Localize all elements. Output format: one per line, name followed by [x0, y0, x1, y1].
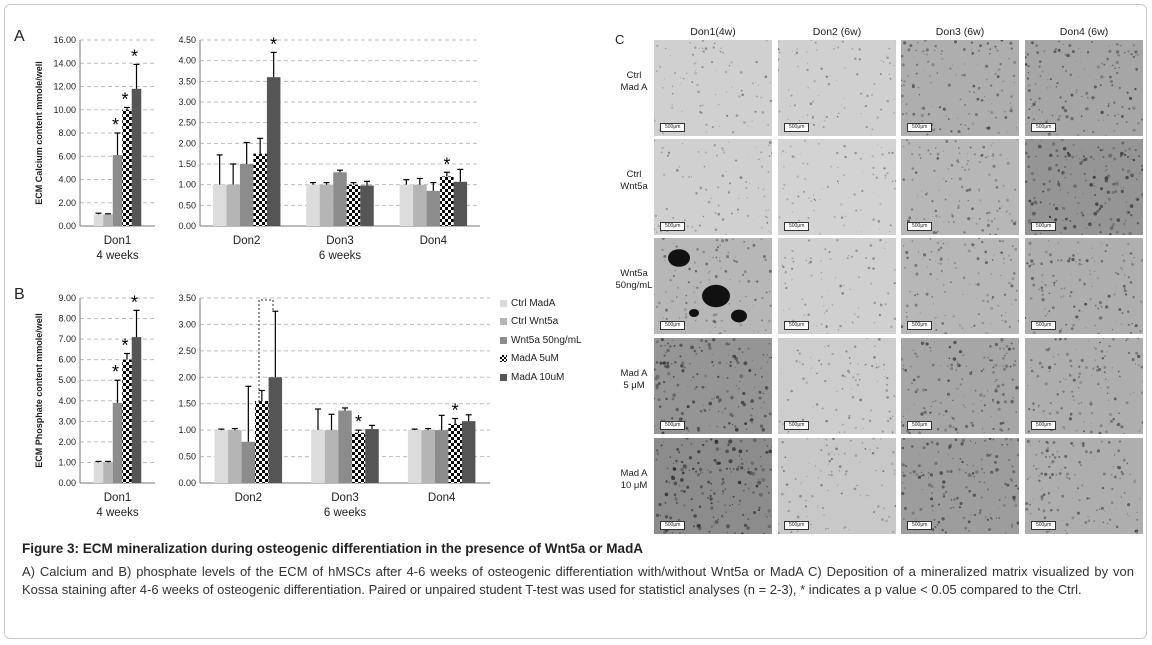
calcium-chart-don1: [30, 30, 160, 270]
figure-title: Figure 3: ECM mineralization during osteogenic differentiation in the presence of Wnt5a or MadA: [22, 541, 644, 556]
scale-bar: 500μm: [907, 222, 932, 231]
micrograph-column-header: Don3 (6w): [935, 26, 985, 38]
group-sublabel: 6 weeks: [318, 250, 362, 262]
figure-caption: A) Calcium and B) phosphate levels of the ECM of hMSCs after 4-6 weeks of osteogenic differentiation with/without Wnt5a or MadA C) Deposition of a mineralized matrix visualized by von Kossa staining after 4-6 weeks of osteogenic differentiation. Paired or unpaired student T-test was used for statisticl analyses (n = 2-3), * indicates a p value < 0.05 compared to the Ctrl.: [22, 564, 1134, 597]
legend-item: [500, 313, 582, 332]
bar: [320, 185, 334, 226]
y-tick-label: 4.00: [58, 395, 76, 406]
scale-bar: 500μm: [907, 321, 932, 330]
scale-bar: 500μm: [907, 421, 932, 430]
bar: [400, 185, 414, 226]
bar: [352, 433, 366, 483]
row-header-line: 10 μM: [620, 480, 648, 491]
micrograph-texture: [654, 238, 772, 334]
legend-label: Ctrl MadA: [511, 297, 556, 309]
bar: [132, 337, 142, 483]
micrograph-image: [778, 238, 896, 334]
micrograph-image: [1025, 438, 1143, 534]
y-tick-label: 0.50: [178, 200, 196, 211]
scale-bar: 500μm: [1031, 421, 1056, 430]
significance-star: *: [111, 115, 120, 135]
bar: [226, 185, 240, 226]
y-tick-label: 3.00: [58, 416, 76, 427]
micrograph-texture: [778, 238, 896, 334]
micrograph-texture: [1025, 238, 1143, 334]
bar: [365, 429, 379, 483]
bar: [103, 462, 113, 483]
bar: [360, 185, 374, 226]
bar: [113, 403, 123, 483]
y-tick-label: 4.00: [178, 55, 196, 66]
legend-label: Wnt5a 50ng/mL: [511, 334, 582, 346]
category-label: Don4: [427, 492, 456, 504]
micrograph-image: [901, 338, 1019, 434]
legend-swatch: [500, 300, 507, 307]
y-tick-label: 6.00: [58, 151, 76, 162]
scale-bar: 500μm: [784, 123, 809, 132]
scale-bar: 500μm: [1031, 222, 1056, 231]
y-tick-label: 6.00: [58, 354, 76, 365]
y-tick-label: 0.00: [178, 478, 196, 488]
scale-bar: 500μm: [660, 321, 685, 330]
category-sublabel: 4 weeks: [96, 250, 139, 262]
bar: [240, 164, 254, 226]
bar: [435, 430, 449, 483]
category-label: Don4: [419, 235, 448, 247]
row-header-line: Mad A: [620, 368, 648, 379]
micrograph-row-header: [612, 368, 656, 392]
micrograph-texture: [1025, 338, 1143, 434]
scale-bar: 500μm: [660, 421, 685, 430]
y-tick-label: 2.00: [58, 436, 76, 447]
bar: [215, 430, 229, 483]
legend-label: MadA 5uM: [511, 353, 559, 365]
row-header-line: 5 μM: [623, 380, 645, 391]
y-tick-label: 0.50: [178, 451, 196, 462]
bar: [213, 185, 227, 226]
micrograph-image: [654, 438, 772, 534]
y-tick-label: 9.00: [58, 293, 76, 303]
micrograph-grid: [612, 18, 1147, 538]
calcium-chart-don2-4: [160, 30, 490, 270]
micrograph-column-header: Don2 (6w): [812, 26, 862, 38]
legend-swatch: [500, 374, 507, 381]
category-label: Don3: [331, 492, 359, 504]
significance-star: *: [111, 362, 120, 383]
panel-label-c: C: [615, 32, 625, 47]
significance-star: *: [270, 34, 278, 55]
phosphate-chart-don1: [30, 290, 160, 520]
group-sublabel: 6 weeks: [323, 507, 367, 519]
legend-label: Ctrl Wnt5a: [511, 316, 559, 328]
micrograph-image: [901, 139, 1019, 235]
panel-label-b: B: [14, 286, 25, 303]
row-header-line: Ctrl: [626, 70, 642, 81]
micrograph-texture: [901, 238, 1019, 334]
y-tick-label: 3.00: [178, 97, 196, 107]
micrograph-column-header: Don1(4w): [690, 26, 736, 38]
y-tick-label: 4.50: [178, 35, 196, 45]
micrograph-texture: [901, 40, 1019, 136]
scale-bar: 500μm: [1031, 123, 1056, 132]
scale-bar: 500μm: [784, 222, 809, 231]
row-header-line: Wnt5a: [620, 268, 648, 279]
y-tick-label: 2.00: [58, 197, 76, 208]
row-header-line: Mad A: [620, 468, 648, 479]
y-tick-label: 3.00: [178, 319, 196, 330]
bar: [113, 155, 123, 226]
y-tick-label: 2.50: [178, 345, 196, 356]
bar: [228, 430, 242, 483]
scale-bar: 500μm: [784, 521, 809, 530]
significance-star: *: [451, 400, 459, 421]
category-label: Don2: [234, 492, 263, 504]
significance-star: *: [130, 46, 139, 67]
scale-bar: 500μm: [1031, 521, 1056, 530]
legend-label: MadA 10uM: [511, 371, 565, 383]
significance-star: *: [354, 412, 363, 433]
y-tick-label: 1.00: [178, 425, 196, 436]
micrograph-texture: [654, 40, 772, 136]
micrograph-image: [1025, 40, 1143, 136]
bar: [122, 110, 132, 226]
bar: [94, 214, 104, 226]
micrograph-image: [901, 438, 1019, 534]
bar: [448, 424, 462, 483]
y-tick-label: 8.00: [58, 313, 76, 324]
bar: [122, 360, 132, 483]
legend-item: [500, 350, 582, 369]
y-tick-label: 7.00: [58, 334, 76, 345]
row-header-line: Mad A: [620, 82, 648, 93]
micrograph-row-header: [612, 169, 656, 193]
bar: [421, 430, 435, 483]
category-label: Don2: [232, 235, 261, 247]
bar: [94, 462, 104, 483]
y-tick-label: 0.00: [58, 478, 76, 488]
micrograph-texture: [1025, 40, 1143, 136]
bar: [333, 172, 347, 226]
panel-label-a: A: [14, 28, 25, 45]
legend-swatch: [500, 318, 507, 325]
micrograph-image: [778, 338, 896, 434]
bar: [325, 430, 339, 483]
bar: [267, 77, 281, 226]
phosphate-chart-don2-4: [160, 290, 500, 520]
micrograph-image: [778, 40, 896, 136]
category-sublabel: 4 weeks: [96, 507, 139, 519]
bar: [454, 182, 468, 226]
y-tick-label: 1.00: [178, 179, 196, 190]
legend-item: [500, 368, 582, 387]
micrograph-texture: [1025, 438, 1143, 534]
significance-star: *: [121, 335, 129, 356]
micrograph-image: [1025, 238, 1143, 334]
micrograph-column-header: Don4 (6w): [1059, 26, 1109, 38]
scale-bar: 500μm: [660, 222, 685, 231]
scale-bar: 500μm: [907, 123, 932, 132]
micrograph-image: [654, 338, 772, 434]
bar: [306, 185, 320, 226]
y-tick-label: 0.00: [58, 221, 76, 231]
legend: [500, 294, 582, 387]
legend-swatch: [500, 355, 507, 362]
micrograph-image: [778, 438, 896, 534]
y-tick-label: 2.00: [178, 138, 196, 149]
legend-item: [500, 294, 582, 313]
significance-star: *: [443, 154, 451, 175]
y-tick-label: 8.00: [58, 128, 76, 138]
bar: [269, 377, 283, 483]
micrograph-texture: [1025, 139, 1143, 235]
micrograph-image: [1025, 139, 1143, 235]
bar: [311, 430, 325, 483]
micrograph-image: [901, 238, 1019, 334]
y-axis-title: ECM Calcium content mmole/well: [34, 61, 44, 205]
row-header-line: Ctrl: [626, 169, 642, 180]
scale-bar: 500μm: [784, 421, 809, 430]
micrograph-image: [654, 40, 772, 136]
bar: [242, 442, 256, 483]
y-tick-label: 1.00: [58, 457, 76, 468]
y-tick-label: 2.50: [178, 117, 196, 128]
micrograph-image: [1025, 338, 1143, 434]
micrograph-texture: [901, 438, 1019, 534]
bar: [255, 401, 269, 483]
category-label: Don1: [103, 235, 132, 247]
scale-bar: 500μm: [907, 521, 932, 530]
scale-bar: 500μm: [784, 321, 809, 330]
bar: [413, 185, 427, 226]
y-tick-label: 0.00: [178, 221, 196, 231]
micrograph-texture: [654, 139, 772, 235]
bar: [427, 191, 441, 226]
significance-star: *: [121, 89, 129, 110]
micrograph-image: [901, 40, 1019, 136]
y-tick-label: 14.00: [53, 58, 76, 69]
micrograph-texture: [778, 139, 896, 235]
legend-item: [500, 331, 582, 350]
bar: [253, 154, 267, 226]
y-tick-label: 3.50: [178, 293, 196, 303]
micrograph-texture: [901, 338, 1019, 434]
micrograph-row-header: [612, 70, 656, 94]
micrograph-image: [654, 139, 772, 235]
bar: [408, 430, 422, 483]
micrograph-texture: [778, 338, 896, 434]
bar: [132, 89, 142, 226]
row-header-line: Wnt5a: [620, 181, 648, 192]
micrograph-texture: [654, 338, 772, 434]
row-header-line: 50ng/mL: [615, 280, 653, 291]
category-label: Don1: [103, 492, 132, 504]
scale-bar: 500μm: [660, 521, 685, 530]
micrograph-texture: [778, 438, 896, 534]
micrograph-texture: [654, 438, 772, 534]
y-tick-label: 1.50: [178, 159, 196, 169]
y-tick-label: 12.00: [53, 81, 76, 92]
bar: [103, 214, 113, 226]
y-tick-label: 5.00: [58, 375, 76, 386]
legend-swatch: [500, 337, 507, 344]
micrograph-row-header: [612, 468, 656, 492]
scale-bar: 500μm: [660, 123, 685, 132]
bar: [347, 185, 361, 226]
micrograph-texture: [778, 40, 896, 136]
micrograph-image: [778, 139, 896, 235]
y-tick-label: 16.00: [53, 35, 76, 45]
y-tick-label: 2.00: [178, 372, 196, 383]
micrograph-texture: [901, 139, 1019, 235]
category-label: Don3: [326, 235, 354, 247]
significance-star: *: [130, 292, 139, 313]
micrograph-image: [654, 238, 772, 334]
bar: [440, 176, 454, 226]
y-tick-label: 4.00: [58, 174, 76, 185]
bar: [462, 421, 476, 483]
bar: [338, 411, 352, 483]
y-tick-label: 3.50: [178, 76, 196, 87]
scale-bar: 500μm: [1031, 321, 1056, 330]
micrograph-row-header: [612, 268, 656, 292]
y-tick-label: 10.00: [53, 104, 76, 115]
y-axis-title: ECM Phosphate content mmole/well: [34, 313, 44, 468]
y-tick-label: 1.50: [178, 398, 196, 409]
